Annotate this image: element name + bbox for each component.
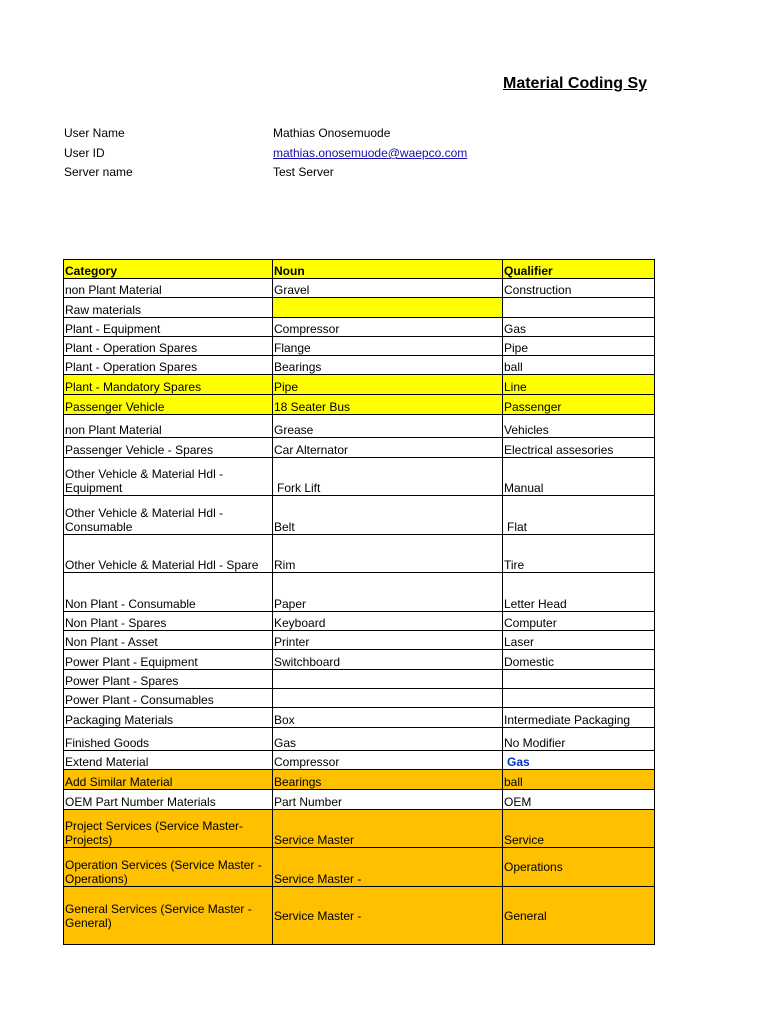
cell-qualifier: No Modifier [503,728,655,751]
cell-noun: Pipe [273,375,503,395]
table-row [64,535,655,573]
cell-noun: Service Master - [273,887,503,945]
cell-category: Finished Goods [64,728,273,751]
table-row [64,573,655,612]
cell-category: Add Similar Material [64,770,273,790]
cell-category: Plant - Operation Spares [64,356,273,375]
cell-category: Raw materials [64,298,273,318]
cell-category: Non Plant - Consumable [64,573,273,612]
cell-category: Other Vehicle & Material Hdl - Equipment [64,458,273,496]
cell-noun [273,689,503,708]
table-row [64,770,655,790]
table-row [64,438,655,458]
cell-category: Operation Services (Service Master - Operations) [64,848,273,887]
cell-qualifier: Gas [503,318,655,337]
cell-category: Power Plant - Consumables [64,689,273,708]
document-title: Material Coding Sy [503,75,648,92]
cell-category: Other Vehicle & Material Hdl - Spare [64,535,273,573]
cell-noun: Bearings [273,356,503,375]
cell-noun: Rim [273,535,503,573]
cell-noun: Keyboard [273,612,503,631]
table-row [64,650,655,670]
cell-noun: 18 Seater Bus [273,395,503,415]
cell-noun: Part Number [273,790,503,810]
cell-noun: Printer [273,631,503,650]
cell-noun: Gas [273,728,503,751]
cell-qualifier: Tire [503,535,655,573]
cell-noun: Service Master [273,810,503,848]
cell-qualifier: ball [503,770,655,790]
cell-category: Plant - Operation Spares [64,337,273,356]
cell-qualifier: Construction [503,279,655,298]
cell-noun: Car Alternator [273,438,503,458]
cell-qualifier: Laser [503,631,655,650]
table-row [64,375,655,395]
table-row [64,298,655,318]
table-row [64,848,655,887]
cell-qualifier: General [503,887,655,945]
cell-noun: Compressor [273,318,503,337]
cell-qualifier: OEM [503,790,655,810]
table-row [64,790,655,810]
cell-noun: Fork Lift [273,458,503,496]
server-name-value: Test Server [273,165,334,179]
cell-noun: Switchboard [273,650,503,670]
cell-category: Power Plant - Equipment [64,650,273,670]
table-row [64,318,655,337]
user-id-link[interactable]: mathias.onosemuode@waepco.com [273,146,468,160]
cell-qualifier: Letter Head [503,573,655,612]
cell-qualifier: Vehicles [503,415,655,438]
cell-noun: Bearings [273,770,503,790]
cell-qualifier: Manual [503,458,655,496]
cell-noun: Paper [273,573,503,612]
cell-noun: Belt [273,496,503,535]
cell-qualifier [503,298,655,318]
table-row [64,612,655,631]
cell-qualifier: Passenger [503,395,655,415]
table-row [64,887,655,945]
table-row [64,810,655,848]
header-category: Category [64,260,273,279]
cell-category: Passenger Vehicle [64,395,273,415]
table-row [64,689,655,708]
cell-qualifier: Operations [503,848,655,887]
cell-noun: Service Master - [273,848,503,887]
cell-qualifier: Domestic [503,650,655,670]
table-row [64,458,655,496]
table-row [64,415,655,438]
header-qualifier: Qualifier [503,260,655,279]
cell-noun: Flange [273,337,503,356]
server-name-label: Server name [64,165,133,179]
table-row [64,728,655,751]
user-id-label: User ID [64,146,105,160]
cell-qualifier: Intermediate Packaging [503,708,655,728]
table-row [64,496,655,535]
cell-category: Plant - Mandatory Spares [64,375,273,395]
cell-category: Non Plant - Spares [64,612,273,631]
cell-category: Extend Material [64,751,273,770]
user-name-value: Mathias Onosemuode [273,126,391,140]
table-row [64,708,655,728]
cell-noun [273,298,503,318]
user-name-label: User Name [64,126,125,140]
cell-category: OEM Part Number Materials [64,790,273,810]
cell-category: non Plant Material [64,279,273,298]
cell-category: Plant - Equipment [64,318,273,337]
table-row [64,337,655,356]
cell-category: Non Plant - Asset [64,631,273,650]
cell-noun: Compressor [273,751,503,770]
cell-noun: Gravel [273,279,503,298]
cell-qualifier: Computer [503,612,655,631]
cell-noun [273,670,503,689]
table-header-row [64,260,655,279]
table-row [64,356,655,375]
header-noun: Noun [273,260,503,279]
cell-category: Power Plant - Spares [64,670,273,689]
cell-category: Packaging Materials [64,708,273,728]
cell-noun: Box [273,708,503,728]
cell-qualifier: Line [503,375,655,395]
cell-qualifier [503,689,655,708]
cell-noun: Grease [273,415,503,438]
cell-qualifier [503,670,655,689]
cell-category: non Plant Material [64,415,273,438]
table-row [64,395,655,415]
cell-category: General Services (Service Master - General) [64,887,273,945]
material-category-table [63,259,655,945]
cell-qualifier: Service [503,810,655,848]
table-row [64,670,655,689]
table-row [64,279,655,298]
cell-category: Passenger Vehicle - Spares [64,438,273,458]
cell-qualifier: Electrical assesories [503,438,655,458]
cell-qualifier: Gas [503,751,655,770]
cell-qualifier: ball [503,356,655,375]
table-row [64,631,655,650]
table-row [64,751,655,770]
cell-category: Project Services (Service Master-Projects) [64,810,273,848]
cell-qualifier: Flat [503,496,655,535]
cell-qualifier: Pipe [503,337,655,356]
document-title-wrap [503,74,654,96]
cell-category: Other Vehicle & Material Hdl - Consumable [64,496,273,535]
